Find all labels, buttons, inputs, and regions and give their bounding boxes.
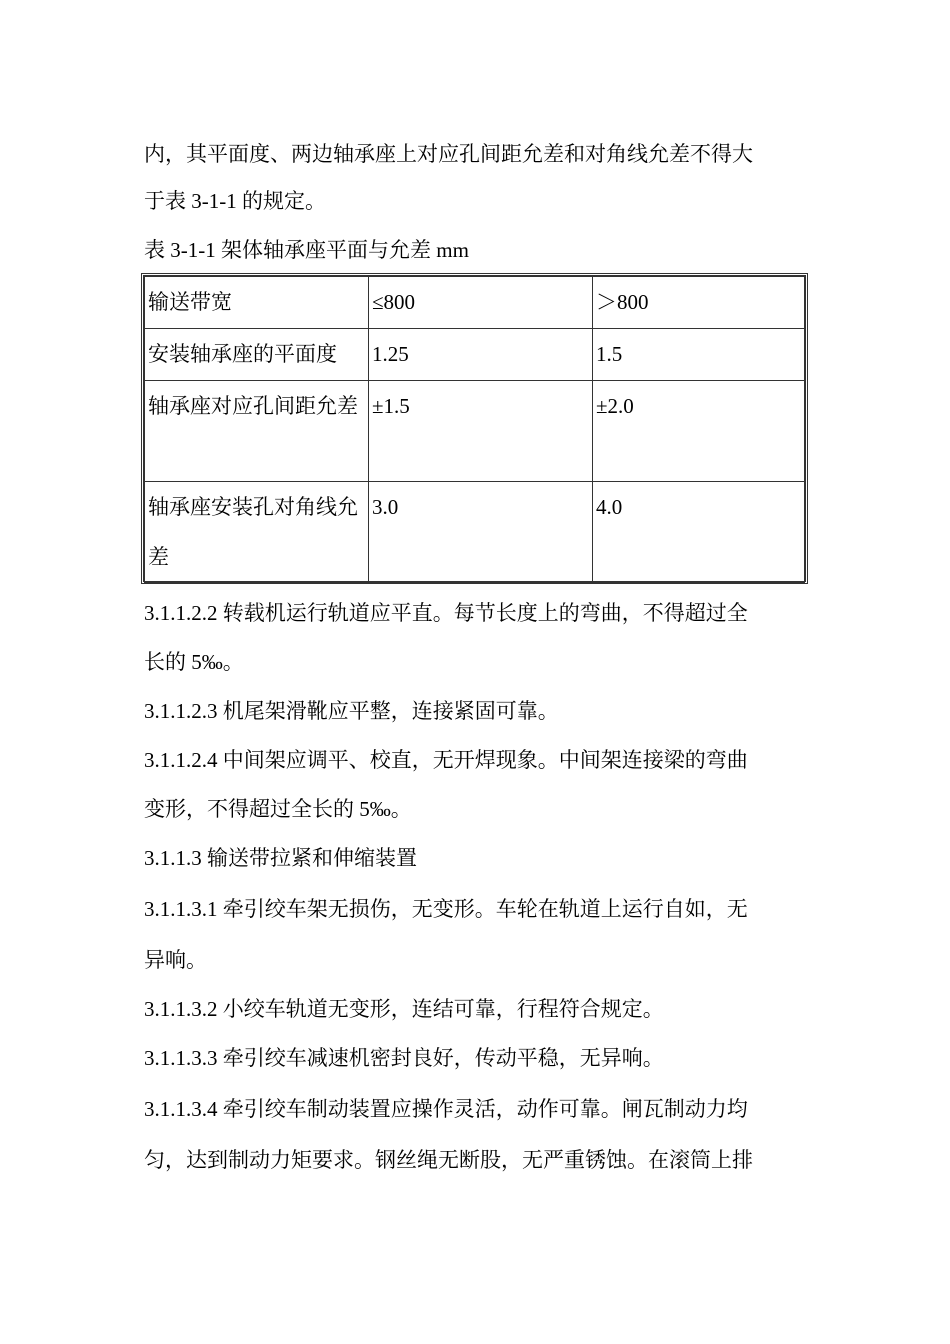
body-line: 于表 3-1-1 的规定。 bbox=[144, 189, 326, 213]
body-line: 3.1.1.2.3 机尾架滑靴应平整，连接紧固可靠。 bbox=[144, 699, 559, 723]
table-cell-text: 轴承座安装孔对角线允差 bbox=[148, 495, 358, 569]
table-cell-text: 轴承座对应孔间距允差 bbox=[148, 394, 358, 418]
table-cell: ＞800 bbox=[593, 277, 805, 329]
table-cell: 4.0 bbox=[593, 482, 805, 583]
body-line: 3.1.1.3.4 牵引绞车制动装置应操作灵活，动作可靠。闸瓦制动力均 bbox=[144, 1097, 748, 1121]
body-line: 3.1.1.3 输送带拉紧和伸缩装置 bbox=[144, 846, 417, 870]
table-cell: ≤800 bbox=[369, 277, 593, 329]
table-caption: 表 3-1-1 架体轴承座平面与允差 mm bbox=[144, 238, 469, 262]
body-line: 3.1.1.3.2 小绞车轨道无变形，连结可靠，行程符合规定。 bbox=[144, 997, 664, 1021]
table-row bbox=[145, 277, 805, 329]
body-line: 长的 5‰。 bbox=[144, 650, 244, 674]
body-line: 内，其平面度、两边轴承座上对应孔间距允差和对角线允差不得大 bbox=[144, 142, 753, 166]
body-line: 3.1.1.3.1 牵引绞车架无损伤，无变形。车轮在轨道上运行自如，无 bbox=[144, 897, 748, 921]
table-cell: ±2.0 bbox=[593, 381, 805, 482]
table-cell: 输送带宽 bbox=[145, 277, 369, 329]
table-cell bbox=[145, 482, 369, 583]
body-line: 3.1.1.2.2 转载机运行轨道应平直。每节长度上的弯曲，不得超过全 bbox=[144, 601, 748, 625]
table-cell: 3.0 bbox=[369, 482, 593, 583]
table-cell: 1.5 bbox=[593, 329, 805, 381]
table-cell: 1.25 bbox=[369, 329, 593, 381]
table-row bbox=[145, 381, 805, 482]
body-line: 变形，不得超过全长的 5‰。 bbox=[144, 797, 412, 821]
table-row bbox=[145, 482, 805, 583]
body-line: 3.1.1.3.3 牵引绞车减速机密封良好，传动平稳，无异响。 bbox=[144, 1046, 664, 1070]
table-row bbox=[145, 329, 805, 381]
table-cell: 安装轴承座的平面度 bbox=[145, 329, 369, 381]
table-cell: ±1.5 bbox=[369, 381, 593, 482]
table-cell bbox=[145, 381, 369, 482]
body-line: 匀，达到制动力矩要求。钢丝绳无断股，无严重锈蚀。在滚筒上排 bbox=[144, 1148, 753, 1172]
tolerance-table bbox=[141, 273, 808, 584]
body-line: 异响。 bbox=[144, 948, 207, 972]
body-line: 3.1.1.2.4 中间架应调平、校直，无开焊现象。中间架连接梁的弯曲 bbox=[144, 748, 748, 772]
